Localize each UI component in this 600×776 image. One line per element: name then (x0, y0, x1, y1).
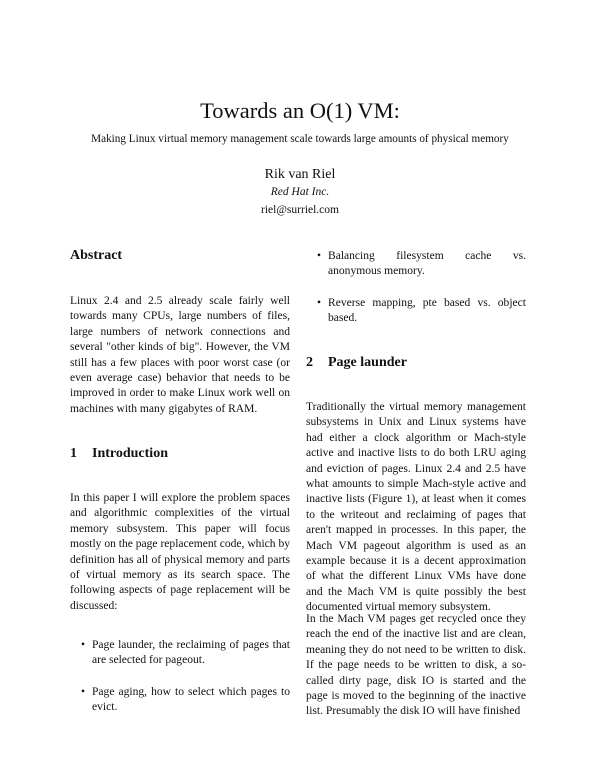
intro-section-number: 1 (70, 446, 77, 461)
author-name: Rik van Riel (264, 167, 336, 182)
right-bullet-list (306, 249, 526, 327)
author-affiliation: Red Hat Inc. (270, 186, 330, 198)
launder-section-number: 2 (306, 355, 313, 370)
launder-text-1: Traditionally the virtual memory management subsystems in Unix and Linux systems have had either a clock algorithm or Mach-style active and inactive lists to do both LRU aging and eviction of pages. Linux 2.4 and 2.5 have what amounts to simple Mach-style active and inactive lists (Figure 1), at least when it comes to the writeout and reclaiming of pages that aren't mapped in processes. In this paper, the Mach VM pageout algorithm is used as an example because it is a decent approximation of what the different Linux VMs have done and the Mach VM is quite possibly the best documented virtual memory subsystem. (306, 401, 526, 614)
list-item: • Reverse mapping, pte based vs. object based. (306, 296, 526, 327)
abstract-text: Linux 2.4 and 2.5 already scale fairly well towards many CPUs, large numbers of files, large numbers of network connections and several "other kinds of big". However, the VM still has a few places with poor worst case (or even average case) behavior that needs to be improved in order to make Linux work well on machines with many gigabytes of RAM. (70, 295, 290, 415)
intro-heading-label: Introduction (92, 446, 168, 461)
launder-heading (306, 355, 407, 370)
launder-heading-label: Page launder (328, 355, 407, 370)
list-item: • Page launder, the reclaiming of pages that are selected for pageout. (70, 638, 290, 669)
paper-subtitle: Making Linux virtual memory management scale towards large amounts of physical memory (91, 133, 509, 145)
paper-title: Towards an O(1) VM: (200, 98, 400, 123)
launder-text-2: In the Mach VM pages get recycled once they reach the end of the inactive list and are clean, meaning they do not need to be written to disk. If the page needs to be written to disk, a so-called dirty page, disk IO is started and the page is moved to the beginning of the inactive list. Presumably the disk IO will have finished (306, 613, 526, 718)
intro-bullet-list (70, 638, 290, 716)
intro-text: In this paper I will explore the problem spaces and algorithmic complexities of the virtual memory subsystem. This paper will focus mostly on the page replacement code, which by definition has all of physical memory and parts of virtual memory as its search space. The following aspects of page replacement will be discussed: (70, 492, 290, 612)
author-email: riel@surriel.com (261, 204, 339, 216)
list-item: • Balancing filesystem cache vs. anonymous memory. (306, 249, 526, 280)
abstract-heading: Abstract (70, 248, 123, 263)
list-item: • Page aging, how to select which pages to evict. (70, 685, 290, 716)
intro-heading (70, 446, 168, 461)
